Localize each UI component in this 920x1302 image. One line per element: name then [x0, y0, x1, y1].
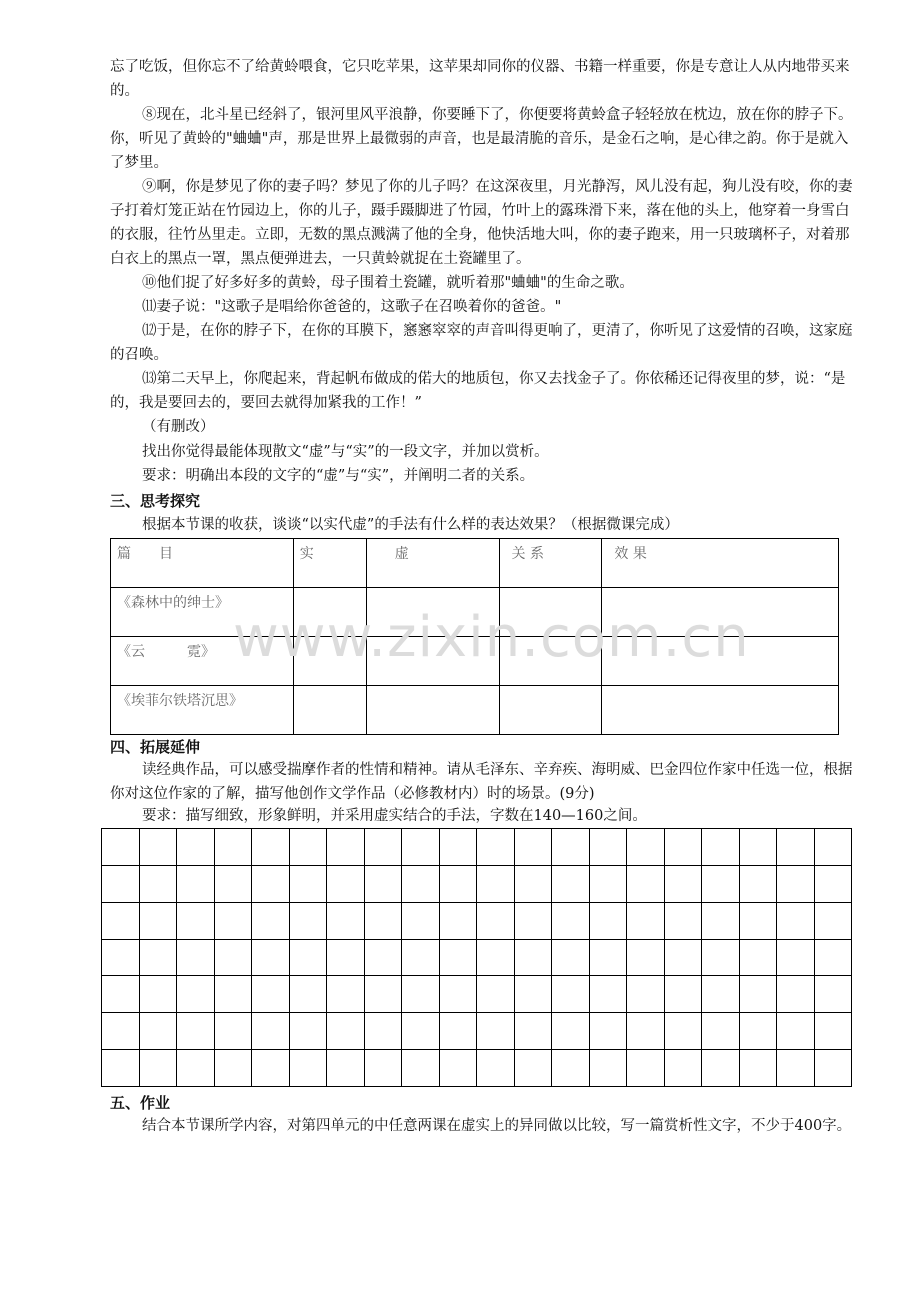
grid-cell[interactable]	[477, 976, 515, 1013]
grid-cell[interactable]	[365, 829, 403, 866]
grid-cell[interactable]	[627, 976, 665, 1013]
grid-cell[interactable]	[215, 1013, 253, 1050]
grid-cell[interactable]	[402, 940, 440, 977]
grid-cell[interactable]	[777, 940, 815, 977]
grid-cell[interactable]	[140, 976, 178, 1013]
grid-cell[interactable]	[140, 829, 178, 866]
grid-cell[interactable]	[740, 866, 778, 903]
grid-cell[interactable]	[702, 976, 740, 1013]
grid-cell[interactable]	[177, 1050, 215, 1087]
grid-cell[interactable]	[627, 866, 665, 903]
grid-cell[interactable]	[252, 903, 290, 940]
grid-cell[interactable]	[252, 829, 290, 866]
grid-cell[interactable]	[365, 1013, 403, 1050]
grid-cell[interactable]	[815, 940, 853, 977]
grid-cell[interactable]	[177, 1013, 215, 1050]
grid-cell[interactable]	[815, 1050, 853, 1087]
grid-cell[interactable]	[102, 829, 140, 866]
grid-cell[interactable]	[740, 903, 778, 940]
grid-cell[interactable]	[590, 866, 628, 903]
grid-cell[interactable]	[140, 866, 178, 903]
grid-cell[interactable]	[440, 1050, 478, 1087]
header-virtual: 虚	[366, 539, 499, 588]
section-5-prompt: 结合本节课所学内容，对第四单元的中任意两课在虚实上的异同做以比较，写一篇赏析性文字，不少于400字。	[142, 1118, 852, 1134]
section-3-prompt: 根据本节课的收获，谈谈“以实代虚”的手法有什么样的表达效果？（根据微课完成）	[142, 517, 679, 533]
grid-cell[interactable]	[702, 829, 740, 866]
row-title: 《森林中的绅士》	[111, 588, 294, 637]
grid-cell[interactable]	[777, 866, 815, 903]
grid-cell[interactable]	[177, 829, 215, 866]
grid-cell[interactable]	[740, 1013, 778, 1050]
section-4-prompt: 读经典作品，可以感受揣摩作者的性情和精神。请从毛泽东、辛弃疾、海明威、巴金四位作家中任选一位，根据你对这位作家的了解，描写他创作文学作品（必修教材内）时的场景。(9分)	[110, 762, 853, 802]
grid-cell[interactable]	[177, 903, 215, 940]
grid-cell[interactable]	[777, 1013, 815, 1050]
passage-paragraph-9: ⑨啊，你是梦见了你的妻子吗？梦见了你的儿子吗？在这深夜里，月光静泻，风儿没有起，狗儿没有咬，你的妻子打着灯笼正站在竹园边上，你的儿子，蹑手蹑脚进了竹园，竹叶上的露珠滑下来，落在他的头上，他穿着一身雪白的衣服，往竹丛里走。立即，无数的黑点溅满了他的全身，他快活地大叫，你的妻子跑来，用一只玻璃杯子，对着那白衣上的黑点一罩，黑点便弹进去，一只黄蛉就捉在土瓷罐里了。	[110, 179, 853, 267]
grid-cell[interactable]	[702, 903, 740, 940]
grid-cell[interactable]	[327, 1050, 365, 1087]
grid-cell[interactable]	[777, 976, 815, 1013]
grid-cell[interactable]	[665, 829, 703, 866]
section-3-heading: 三、思考探究	[110, 492, 201, 510]
grid-cell[interactable]	[590, 1050, 628, 1087]
passage-paragraph-10: ⑩他们捉了好多好多的黄蛉，母子围着土瓷罐，就听着那"蛐蛐"的生命之歌。	[142, 275, 634, 291]
passage-paragraph-8: ⑧现在，北斗星已经斜了，银河里风平浪静，你要睡下了，你便要将黄蛉盒子轻轻放在枕边，放在你的脖子下。你，听见了黄蛉的"蛐蛐"声，那是世界上最微弱的声音，也是最清脆的音乐，是金石之响，是心律之韵。你于是就入了梦里。	[110, 107, 853, 171]
grid-cell[interactable]	[552, 1013, 590, 1050]
grid-cell[interactable]	[665, 866, 703, 903]
grid-cell[interactable]	[215, 976, 253, 1013]
grid-cell[interactable]	[440, 976, 478, 1013]
grid-cell[interactable]	[365, 1050, 403, 1087]
grid-cell[interactable]	[140, 940, 178, 977]
grid-cell[interactable]	[552, 1050, 590, 1087]
grid-cell[interactable]	[402, 866, 440, 903]
grid-cell[interactable]	[740, 940, 778, 977]
grid-cell[interactable]	[515, 903, 553, 940]
writing-grid[interactable]	[101, 828, 852, 1087]
grid-cell[interactable]	[290, 976, 328, 1013]
section-4-heading: 四、拓展延伸	[110, 738, 201, 756]
row-title: 《云 霓》	[111, 637, 294, 686]
grid-cell[interactable]	[102, 976, 140, 1013]
grid-cell[interactable]	[740, 829, 778, 866]
grid-cell[interactable]	[515, 829, 553, 866]
cell-virtual[interactable]	[366, 686, 499, 735]
grid-cell[interactable]	[815, 1013, 853, 1050]
passage-paragraph-11: ⑾妻子说："这歌子是唱给你爸爸的，这歌子在召唤着你的爸爸。"	[142, 299, 562, 315]
grid-cell[interactable]	[627, 829, 665, 866]
grid-cell[interactable]	[477, 1013, 515, 1050]
grid-cell[interactable]	[215, 829, 253, 866]
grid-cell[interactable]	[290, 1050, 328, 1087]
passage-paragraph-7-end: 忘了吃饭，但你忘不了给黄蛉喂食，它只吃苹果，这苹果却同你的仪器、书籍一样重要，你是专意让人从内地带买来的。	[110, 59, 850, 99]
grid-cell[interactable]	[365, 976, 403, 1013]
passage-paragraph-13: ⒀第二天早上，你爬起来，背起帆布做成的偌大的地质包，你又去找金子了。你依稀还记得夜里的梦，说：“是的，我是要回去的，要回去就得加紧我的工作！”	[110, 371, 846, 411]
grid-cell[interactable]	[290, 903, 328, 940]
grid-cell[interactable]	[252, 1050, 290, 1087]
grid-cell[interactable]	[740, 1050, 778, 1087]
grid-cell[interactable]	[402, 1050, 440, 1087]
grid-cell[interactable]	[252, 976, 290, 1013]
passage-paragraph-12: ⑿于是，在你的脖子下，在你的耳膜下，窸窸窣窣的声音叫得更响了，更清了，你听见了这爱情的召唤，这家庭的召唤。	[110, 323, 853, 363]
header-effect: 效 果	[602, 539, 839, 588]
grid-cell[interactable]	[665, 1013, 703, 1050]
grid-cell[interactable]	[177, 940, 215, 977]
grid-cell[interactable]	[590, 1013, 628, 1050]
table-row	[111, 686, 839, 735]
grid-cell[interactable]	[777, 903, 815, 940]
cell-effect[interactable]	[602, 686, 839, 735]
grid-cell[interactable]	[440, 1013, 478, 1050]
grid-cell[interactable]	[815, 829, 853, 866]
watermark: www.zixin.com.cn	[233, 605, 750, 670]
grid-cell[interactable]	[477, 829, 515, 866]
grid-cell[interactable]	[440, 903, 478, 940]
grid-cell[interactable]	[702, 1013, 740, 1050]
grid-cell[interactable]	[140, 903, 178, 940]
grid-cell[interactable]	[440, 866, 478, 903]
grid-cell[interactable]	[102, 940, 140, 977]
grid-cell[interactable]	[402, 829, 440, 866]
grid-cell[interactable]	[327, 1013, 365, 1050]
grid-cell[interactable]	[290, 940, 328, 977]
grid-cell[interactable]	[252, 866, 290, 903]
grid-cell[interactable]	[215, 903, 253, 940]
grid-cell[interactable]	[440, 940, 478, 977]
grid-cell[interactable]	[215, 1050, 253, 1087]
grid-cell[interactable]	[365, 940, 403, 977]
grid-cell[interactable]	[327, 829, 365, 866]
grid-cell[interactable]	[665, 976, 703, 1013]
table-header-row	[111, 539, 839, 588]
grid-cell[interactable]	[552, 866, 590, 903]
grid-cell[interactable]	[552, 940, 590, 977]
header-relation: 关 系	[499, 539, 602, 588]
grid-cell[interactable]	[590, 940, 628, 977]
grid-cell[interactable]	[327, 866, 365, 903]
row-title: 《埃菲尔铁塔沉思》	[111, 686, 294, 735]
grid-cell[interactable]	[102, 1013, 140, 1050]
grid-cell[interactable]	[515, 976, 553, 1013]
grid-cell[interactable]	[290, 829, 328, 866]
grid-cell[interactable]	[515, 940, 553, 977]
grid-cell[interactable]	[815, 903, 853, 940]
grid-cell[interactable]	[252, 1013, 290, 1050]
grid-cell[interactable]	[477, 940, 515, 977]
grid-cell[interactable]	[740, 976, 778, 1013]
grid-cell[interactable]	[102, 1050, 140, 1087]
grid-cell[interactable]	[477, 903, 515, 940]
grid-cell[interactable]	[777, 1050, 815, 1087]
grid-cell[interactable]	[702, 940, 740, 977]
grid-cell[interactable]	[365, 866, 403, 903]
grid-cell[interactable]	[702, 1050, 740, 1087]
grid-cell[interactable]	[477, 1050, 515, 1087]
grid-cell[interactable]	[290, 1013, 328, 1050]
grid-cell[interactable]	[402, 903, 440, 940]
task-requirement: 要求：明确出本段的文字的“虚”与“实”，并阐明二者的关系。	[142, 468, 535, 484]
grid-cell[interactable]	[590, 829, 628, 866]
grid-cell[interactable]	[515, 866, 553, 903]
grid-cell[interactable]	[815, 866, 853, 903]
grid-cell[interactable]	[402, 1013, 440, 1050]
task-instruction: 找出你觉得最能体现散文“虚”与“实”的一段文字，并加以赏析。	[142, 444, 549, 460]
section-5-heading: 五、作业	[110, 1094, 171, 1112]
grid-cell[interactable]	[627, 1050, 665, 1087]
grid-cell[interactable]	[290, 866, 328, 903]
grid-cell[interactable]	[102, 903, 140, 940]
grid-cell[interactable]	[477, 866, 515, 903]
grid-cell[interactable]	[665, 940, 703, 977]
grid-cell[interactable]	[327, 903, 365, 940]
grid-cell[interactable]	[140, 1050, 178, 1087]
grid-cell[interactable]	[552, 829, 590, 866]
grid-cell[interactable]	[627, 940, 665, 977]
grid-cell[interactable]	[177, 976, 215, 1013]
grid-cell[interactable]	[177, 866, 215, 903]
section-4-requirement: 要求：描写细致，形象鲜明，并采用虚实结合的手法，字数在140—160之间。	[142, 808, 647, 824]
grid-cell[interactable]	[590, 903, 628, 940]
grid-cell[interactable]	[215, 866, 253, 903]
grid-cell[interactable]	[440, 829, 478, 866]
grid-cell[interactable]	[215, 940, 253, 977]
grid-cell[interactable]	[552, 976, 590, 1013]
header-real: 实	[293, 539, 366, 588]
grid-cell[interactable]	[665, 903, 703, 940]
grid-cell[interactable]	[327, 976, 365, 1013]
cell-relation[interactable]	[499, 686, 602, 735]
grid-cell[interactable]	[515, 1013, 553, 1050]
grid-cell[interactable]	[665, 1050, 703, 1087]
grid-cell[interactable]	[627, 903, 665, 940]
grid-cell[interactable]	[590, 976, 628, 1013]
grid-cell[interactable]	[365, 903, 403, 940]
grid-cell[interactable]	[102, 866, 140, 903]
grid-cell[interactable]	[327, 940, 365, 977]
grid-cell[interactable]	[627, 1013, 665, 1050]
cell-real[interactable]	[293, 686, 366, 735]
grid-cell[interactable]	[140, 1013, 178, 1050]
grid-cell[interactable]	[252, 940, 290, 977]
grid-cell[interactable]	[515, 1050, 553, 1087]
grid-cell[interactable]	[402, 976, 440, 1013]
grid-cell[interactable]	[702, 866, 740, 903]
header-title: 篇 目	[111, 539, 294, 588]
grid-cell[interactable]	[815, 976, 853, 1013]
grid-cell[interactable]	[552, 903, 590, 940]
grid-cell[interactable]	[777, 829, 815, 866]
edit-note: （有删改）	[142, 419, 215, 435]
